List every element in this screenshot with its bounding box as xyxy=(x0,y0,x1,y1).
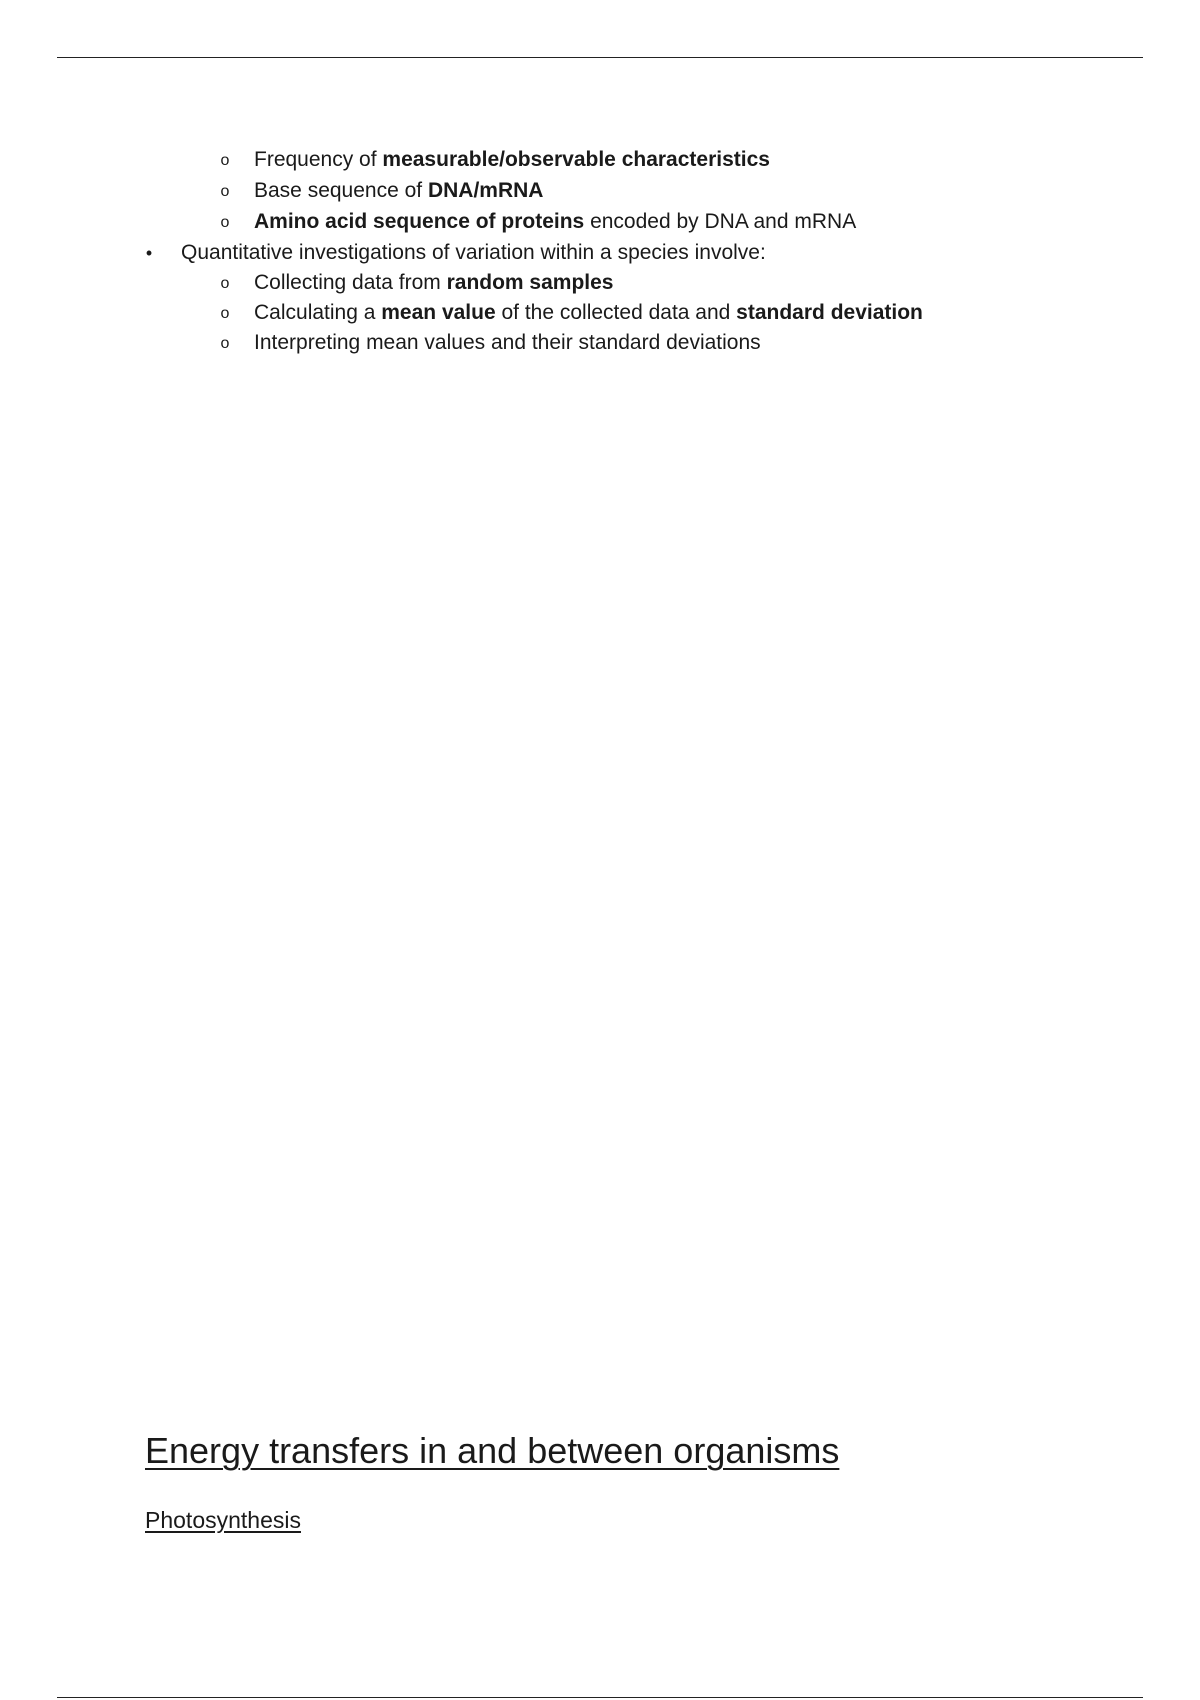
list-item-text: Frequency of xyxy=(254,148,383,171)
list-item-text: of the collected data and xyxy=(495,301,737,324)
list-item-frequency xyxy=(254,145,770,175)
list-item-text: Base sequence of xyxy=(254,179,428,202)
list-item-calculating xyxy=(254,298,923,328)
sub-bullet-icon: o xyxy=(220,335,230,352)
list-item-interpreting xyxy=(254,328,761,358)
list-item-text: encoded by DNA and mRNA xyxy=(584,210,857,233)
list-item-collecting xyxy=(254,268,614,298)
list-item-bold-text: measurable/observable characteristics xyxy=(382,148,770,171)
list-item-bold-text: random samples xyxy=(446,271,614,294)
sub-bullet-icon: o xyxy=(220,152,230,169)
list-item-bold-text: mean value xyxy=(381,301,496,324)
sub-bullet-icon: o xyxy=(220,275,230,292)
sub-bullet-icon: o xyxy=(220,305,230,322)
list-item-amino-acid xyxy=(254,207,856,237)
header-rule xyxy=(57,57,1143,58)
list-item-bold-text: Amino acid sequence of proteins xyxy=(254,210,585,233)
footer-rule xyxy=(57,1697,1143,1698)
list-item-bold-text: DNA/mRNA xyxy=(427,179,544,202)
list-item-text: Quantitative investigations of variation within a species involve: xyxy=(181,241,766,264)
section-subheading: Photosynthesis xyxy=(145,1507,301,1533)
list-item-bold-text: standard deviation xyxy=(736,301,923,324)
section-heading: Energy transfers in and between organisms xyxy=(145,1430,840,1471)
list-item-base-sequence xyxy=(254,176,543,206)
main-bullet-icon: • xyxy=(145,243,153,263)
list-item-quantitative xyxy=(181,238,766,268)
list-item-text: Calculating a xyxy=(254,301,382,324)
list-item-text: Collecting data from xyxy=(254,271,447,294)
sub-bullet-icon: o xyxy=(220,183,230,200)
sub-bullet-icon: o xyxy=(220,214,230,231)
list-item-text: Interpreting mean values and their standard deviations xyxy=(254,331,761,354)
